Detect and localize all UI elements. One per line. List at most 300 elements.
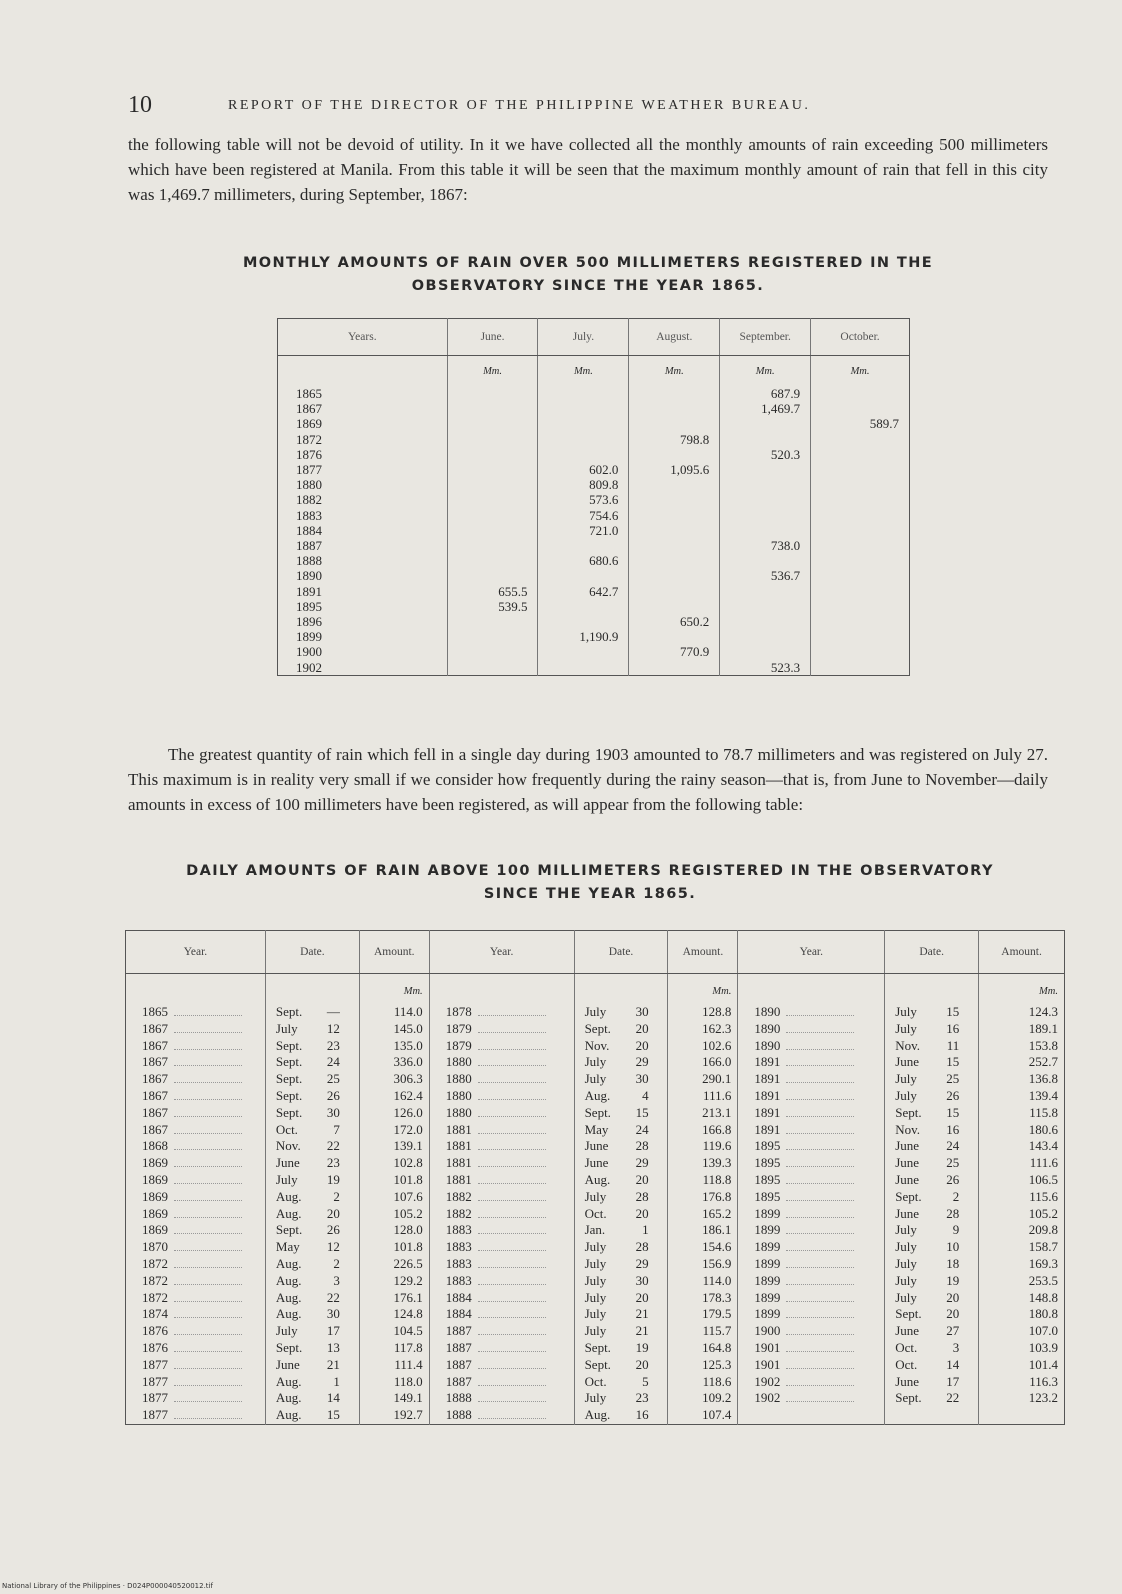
amount-cell: 148.8 [979, 1290, 1065, 1307]
month-value: June [895, 1138, 920, 1154]
year-cell [126, 1407, 266, 1424]
year-cell [738, 1054, 885, 1071]
amount-cell: 336.0 [359, 1054, 429, 1071]
year-cell [429, 1004, 574, 1021]
date-cell [574, 1021, 668, 1038]
july-cell [538, 599, 629, 614]
t2-header-date: Date. [574, 931, 668, 974]
page-header [128, 92, 1048, 122]
year-value: 1867 [142, 1071, 168, 1087]
month-value: Aug. [584, 1407, 611, 1423]
month-value: Oct. [895, 1339, 918, 1355]
amount-cell: 252.7 [979, 1054, 1065, 1071]
month-value: June [275, 1356, 300, 1372]
amount-cell: 118.8 [668, 1172, 738, 1189]
year-cell [278, 447, 448, 462]
leader-dots [174, 1149, 242, 1150]
date-cell [265, 1088, 359, 1105]
table-row [126, 1155, 1065, 1172]
date-cell [574, 1256, 668, 1273]
date-cell [885, 1273, 979, 1290]
year-cell [278, 568, 448, 583]
month-value: July [275, 1171, 298, 1187]
table-row [278, 386, 910, 401]
amount-cell: 111.4 [359, 1357, 429, 1374]
table-row [278, 553, 910, 568]
table-row [126, 1390, 1065, 1407]
year-value: 1869 [142, 1171, 168, 1187]
year-value: 1899 [754, 1222, 781, 1238]
amount-cell: 145.0 [359, 1021, 429, 1038]
year-cell [278, 508, 448, 523]
t2-header-year: Year. [126, 931, 266, 974]
year-cell [738, 1306, 885, 1323]
june-cell [447, 401, 538, 416]
amount-cell: 115.8 [979, 1105, 1065, 1122]
year-cell [429, 1071, 574, 1088]
august-cell [629, 508, 720, 523]
amount-cell: 102.8 [359, 1155, 429, 1172]
september-cell [720, 416, 811, 431]
july-cell [538, 447, 629, 462]
day-value: 15 [946, 1104, 960, 1120]
month-value: Nov. [275, 1138, 301, 1154]
month-value: Sept. [895, 1188, 922, 1204]
year-value: 1887 [445, 1339, 472, 1355]
day-value: 12 [326, 1239, 340, 1255]
year-value: 1895 [754, 1171, 781, 1187]
year-value: 1895 [754, 1188, 781, 1204]
day-value: 2 [333, 1188, 340, 1204]
year-value: 1880 [296, 477, 322, 493]
month-value: Sept. [275, 1071, 303, 1087]
year-cell [126, 1054, 266, 1071]
day-value: 16 [635, 1407, 649, 1423]
leader-dots [478, 1015, 546, 1016]
day-value: 3 [952, 1339, 960, 1355]
day-value: 20 [946, 1306, 960, 1322]
amount-cell: 107.0 [979, 1323, 1065, 1340]
year-value: 1902 [754, 1390, 781, 1406]
leader-dots [786, 1149, 854, 1150]
year-value: 1867 [142, 1104, 168, 1120]
month-value: Aug. [584, 1171, 611, 1187]
leader-dots [786, 1368, 854, 1369]
year-cell [126, 1138, 266, 1155]
date-cell [265, 1239, 359, 1256]
date-cell [265, 1004, 359, 1021]
year-value: 1883 [445, 1272, 472, 1288]
july-cell [538, 644, 629, 659]
july-cell: 721.0 [538, 523, 629, 538]
month-value: June [895, 1323, 920, 1339]
year-value: 1891 [754, 1121, 781, 1137]
year-cell [126, 1239, 266, 1256]
leader-dots [478, 1082, 546, 1083]
year-cell [429, 1054, 574, 1071]
year-value: 1877 [142, 1373, 168, 1389]
leader-dots [786, 1317, 854, 1318]
october-cell [811, 599, 910, 614]
year-cell [278, 523, 448, 538]
date-cell [885, 1038, 979, 1055]
amount-cell: 101.4 [979, 1357, 1065, 1374]
month-value: Sept. [584, 1104, 611, 1120]
july-cell [538, 568, 629, 583]
day-value: 7 [333, 1121, 340, 1137]
july-cell: 809.8 [538, 477, 629, 492]
date-cell [574, 1088, 668, 1105]
leader-dots [174, 1334, 242, 1335]
july-cell: 573.6 [538, 492, 629, 507]
year-value: 1872 [296, 431, 322, 447]
leader-dots [478, 1250, 546, 1251]
month-value: July [895, 1071, 917, 1087]
leader-dots [478, 1217, 546, 1218]
june-cell [447, 568, 538, 583]
june-cell [447, 660, 538, 676]
year-cell [126, 1155, 266, 1172]
month-value: Nov. [895, 1121, 921, 1137]
table-row [278, 401, 910, 416]
year-value: 1881 [445, 1171, 472, 1187]
monthly-rain-table [277, 318, 910, 676]
august-cell [629, 477, 720, 492]
october-cell [811, 568, 910, 583]
leader-dots [786, 1351, 854, 1352]
date-cell [574, 1054, 668, 1071]
month-value: June [895, 1054, 920, 1070]
year-cell [126, 1273, 266, 1290]
month-value: Aug. [275, 1255, 302, 1271]
year-cell [738, 1239, 885, 1256]
day-value: 20 [635, 1020, 649, 1036]
leader-dots [174, 1401, 242, 1402]
year-value: 1887 [445, 1323, 472, 1339]
day-value: 18 [946, 1255, 960, 1271]
year-value: 1890 [754, 1004, 781, 1019]
year-cell [429, 1323, 574, 1340]
july-cell [538, 432, 629, 447]
date-cell [574, 1155, 668, 1172]
amount-cell: 213.1 [668, 1105, 738, 1122]
year-value: 1869 [142, 1222, 168, 1238]
leader-dots [786, 1065, 854, 1066]
t2-header-amount: Amount. [359, 931, 429, 974]
unit-label: Mm. [668, 974, 738, 1005]
year-value: 1900 [296, 644, 322, 660]
date-cell [265, 1155, 359, 1172]
year-value: 1865 [142, 1004, 168, 1019]
year-cell [738, 1222, 885, 1239]
month-value: Sept. [895, 1390, 922, 1406]
year-cell [738, 1138, 885, 1155]
year-cell [429, 1390, 574, 1407]
table-row [278, 614, 910, 629]
amount-cell: 114.0 [668, 1273, 738, 1290]
leader-dots [174, 1385, 242, 1386]
month-value: Sept. [275, 1339, 303, 1355]
day-value: 26 [946, 1171, 960, 1187]
year-value: 1881 [445, 1155, 472, 1171]
month-value: Aug. [275, 1390, 302, 1406]
date-cell [574, 1206, 668, 1223]
year-value: 1896 [296, 614, 322, 630]
day-value: 15 [635, 1104, 649, 1120]
june-cell [447, 553, 538, 568]
day-value: 15 [946, 1054, 960, 1070]
year-cell [738, 1105, 885, 1122]
year-value: 1895 [754, 1155, 781, 1171]
year-cell [738, 1206, 885, 1223]
october-cell [811, 644, 910, 659]
amount-cell: 139.1 [359, 1138, 429, 1155]
table-row [126, 1357, 1065, 1374]
date-cell [885, 1155, 979, 1172]
year-cell [429, 1105, 574, 1122]
date-cell [885, 1323, 979, 1340]
year-cell [126, 1323, 266, 1340]
table-row [126, 1306, 1065, 1323]
leader-dots [174, 1233, 242, 1234]
year-value: 1880 [445, 1087, 472, 1103]
year-cell [278, 492, 448, 507]
year-cell [738, 1290, 885, 1307]
amount-cell: 118.0 [359, 1374, 429, 1391]
year-value: 1877 [142, 1390, 168, 1406]
year-cell [738, 1323, 885, 1340]
month-value: Aug. [275, 1306, 302, 1322]
month-value: Nov. [895, 1037, 921, 1053]
june-cell [447, 629, 538, 644]
leader-dots [478, 1334, 546, 1335]
amount-cell: 290.1 [668, 1071, 738, 1088]
date-cell [265, 1306, 359, 1323]
month-value: June [584, 1138, 609, 1154]
month-value: Sept. [584, 1339, 611, 1355]
amount-cell: 106.5 [979, 1172, 1065, 1189]
year-cell [738, 1155, 885, 1172]
table1-title-line1: MONTHLY AMOUNTS OF RAIN OVER 500 MILLIMETERS REGISTERED IN THE [242, 255, 934, 271]
july-cell: 1,190.9 [538, 629, 629, 644]
amount-cell: 162.4 [359, 1088, 429, 1105]
leader-dots [786, 1116, 854, 1117]
date-cell [885, 1189, 979, 1206]
august-cell [629, 386, 720, 401]
year-cell [278, 644, 448, 659]
year-value: 1888 [445, 1390, 472, 1406]
amount-cell: 143.4 [979, 1138, 1065, 1155]
date-cell [574, 1407, 668, 1424]
table-row [126, 1239, 1065, 1256]
year-value: 1891 [754, 1104, 781, 1120]
date-cell [574, 1374, 668, 1391]
year-value: 1891 [754, 1071, 781, 1087]
amount-cell: 119.6 [668, 1138, 738, 1155]
september-cell [720, 523, 811, 538]
amount-cell: 116.3 [979, 1374, 1065, 1391]
july-cell: 602.0 [538, 462, 629, 477]
date-cell [885, 1256, 979, 1273]
june-cell [447, 614, 538, 629]
month-value: May [275, 1239, 300, 1255]
year-cell [126, 1390, 266, 1407]
august-cell [629, 660, 720, 676]
month-value: June [895, 1155, 920, 1171]
year-cell [738, 1122, 885, 1139]
t2-header-amount: Amount. [668, 931, 738, 974]
amount-cell: 123.2 [979, 1390, 1065, 1407]
date-cell [885, 1306, 979, 1323]
date-cell [885, 1374, 979, 1391]
year-cell [738, 1374, 885, 1391]
year-value: 1872 [142, 1289, 168, 1305]
leader-dots [174, 1133, 242, 1134]
amount-cell: 103.9 [979, 1340, 1065, 1357]
year-cell [126, 1206, 266, 1223]
date-cell [885, 1407, 979, 1424]
year-cell [429, 1021, 574, 1038]
year-value: 1876 [142, 1339, 168, 1355]
year-value: 1899 [754, 1239, 781, 1255]
september-cell: 523.3 [720, 660, 811, 676]
page-number: 10 [128, 92, 152, 118]
year-cell [126, 1256, 266, 1273]
year-value: 1899 [754, 1306, 781, 1322]
year-value: 1877 [142, 1407, 168, 1423]
year-value: 1881 [445, 1138, 472, 1154]
year-value: 1899 [296, 629, 322, 645]
year-cell [738, 1038, 885, 1055]
day-value: 19 [635, 1339, 649, 1355]
year-value: 1883 [445, 1255, 472, 1271]
t2-header-year: Year. [429, 931, 574, 974]
day-value: 25 [326, 1071, 340, 1087]
leader-dots [174, 1166, 242, 1167]
year-cell [738, 1088, 885, 1105]
july-cell [538, 416, 629, 431]
day-value: 12 [326, 1020, 340, 1036]
leader-dots [174, 1217, 242, 1218]
leader-dots [786, 1166, 854, 1167]
day-value: 2 [952, 1188, 960, 1204]
date-cell [265, 1256, 359, 1273]
date-cell [265, 1290, 359, 1307]
leader-dots [786, 1049, 854, 1050]
year-cell [126, 1004, 266, 1021]
leader-dots [478, 1200, 546, 1201]
amount-cell: 107.4 [668, 1407, 738, 1424]
leader-dots [174, 1301, 242, 1302]
day-value: 30 [635, 1272, 649, 1288]
june-cell [447, 447, 538, 462]
amount-cell: 135.0 [359, 1038, 429, 1055]
date-cell [265, 1273, 359, 1290]
september-cell: 1,469.7 [720, 401, 811, 416]
table-row [126, 1172, 1065, 1189]
day-value: 23 [326, 1155, 340, 1171]
leader-dots [174, 1351, 242, 1352]
table-row [278, 432, 910, 447]
month-value: Sept. [275, 1037, 303, 1053]
leader-dots [786, 1183, 854, 1184]
leader-dots [786, 1385, 854, 1386]
day-value: 14 [946, 1356, 960, 1372]
amount-cell: 226.5 [359, 1256, 429, 1273]
t1-header-years: Years. [278, 319, 448, 356]
leader-dots [478, 1116, 546, 1117]
amount-cell: 139.4 [979, 1088, 1065, 1105]
leader-dots [478, 1418, 546, 1419]
august-cell [629, 492, 720, 507]
leader-dots [478, 1183, 546, 1184]
day-value: 21 [635, 1323, 649, 1339]
date-cell [574, 1290, 668, 1307]
amount-cell: 176.8 [668, 1189, 738, 1206]
month-value: July [895, 1020, 917, 1036]
amount-cell: 209.8 [979, 1222, 1065, 1239]
amount-cell: 124.8 [359, 1306, 429, 1323]
unit-label: Mm. [811, 356, 910, 387]
date-cell [885, 1290, 979, 1307]
year-cell [429, 1155, 574, 1172]
year-value: 1887 [445, 1356, 472, 1372]
amount-cell: 192.7 [359, 1407, 429, 1424]
amount-cell: 101.8 [359, 1239, 429, 1256]
date-cell [885, 1390, 979, 1407]
year-value: 1874 [142, 1306, 168, 1322]
day-value: 27 [946, 1323, 960, 1339]
amount-cell: 179.5 [668, 1306, 738, 1323]
day-value: 4 [642, 1087, 649, 1103]
year-value: 1884 [296, 522, 322, 538]
date-cell [265, 1138, 359, 1155]
amount-cell: 153.8 [979, 1038, 1065, 1055]
date-cell [265, 1390, 359, 1407]
date-cell [574, 1340, 668, 1357]
table1-title-line2: OBSERVATORY SINCE THE YEAR 1865. [411, 278, 765, 294]
year-cell [126, 1374, 266, 1391]
month-value: Sept. [895, 1306, 922, 1322]
month-value: Aug. [275, 1272, 302, 1288]
date-cell [265, 1189, 359, 1206]
year-value: 1899 [754, 1205, 781, 1221]
year-value: 1870 [142, 1239, 168, 1255]
amount-cell: 180.6 [979, 1122, 1065, 1139]
year-value: 1872 [142, 1272, 168, 1288]
table1-title [128, 252, 1048, 298]
day-value: 3 [333, 1272, 340, 1288]
amount-cell: 186.1 [668, 1222, 738, 1239]
leader-dots [478, 1351, 546, 1352]
august-cell [629, 584, 720, 599]
amount-cell: 124.3 [979, 1004, 1065, 1021]
year-cell [738, 1004, 885, 1021]
date-cell [574, 1306, 668, 1323]
amount-cell: 105.2 [359, 1206, 429, 1223]
day-value: 22 [946, 1390, 960, 1406]
running-title: REPORT OF THE DIRECTOR OF THE PHILIPPINE WEATHER BUREAU. [228, 98, 811, 113]
year-value: 1877 [296, 462, 322, 478]
t1-unit-row [278, 356, 910, 387]
month-value: July [584, 1323, 607, 1339]
t2-header-amount: Amount. [979, 931, 1065, 974]
august-cell [629, 568, 720, 583]
year-value: 1895 [296, 598, 322, 614]
leader-dots [478, 1049, 546, 1050]
amount-cell: 107.6 [359, 1189, 429, 1206]
leader-dots [478, 1267, 546, 1268]
